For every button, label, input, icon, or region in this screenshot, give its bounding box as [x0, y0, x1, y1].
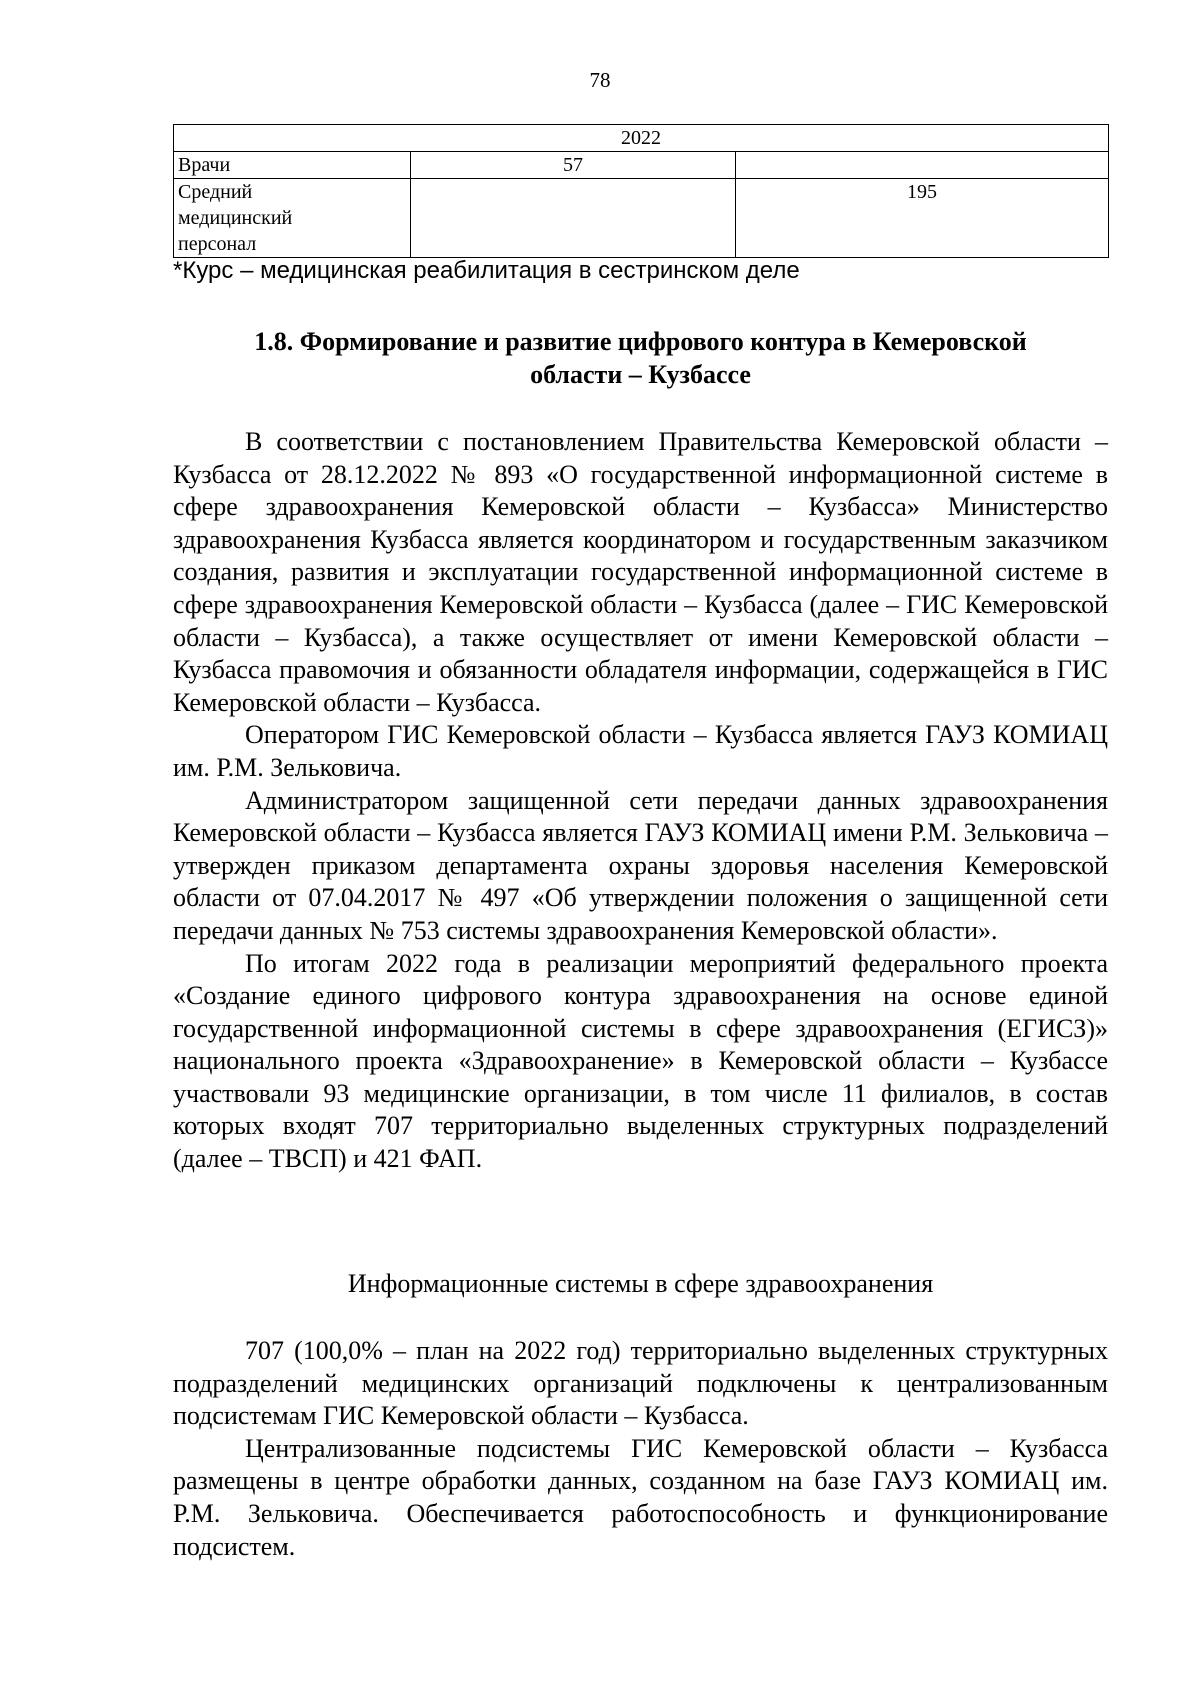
section-heading: 1.8. Формирование и развитие цифрового контура в Кемеровской области – Кузбассе: [254, 327, 1027, 389]
paragraph: В соответствии с постановлением Правительства Кемеровской области – Кузбасса от 28.12.2022 № 893 «О государственной информационной системе в сфере здравоохранения Кемеровской области – Кузбасса» Министерство здравоохранения Кузбасса является координатором и государственным заказчиком создания, развития и эксплуатации государственной информационной системе в сфере здравоохранения Кемеровской области – Кузбасса (далее – ГИС Кемеровской области – Кузбасса), а также осуществляет от имени Кемеровской области – Кузбасса правомочия и обязанности обладателя информации, содержащейся в ГИС Кемеровской области – Кузбасса.: [173, 427, 1108, 717]
section-body: [173, 426, 1108, 1176]
paragraph: По итогам 2022 года в реализации мероприятий федерального проекта «Создание единого цифрового контура здравоохранения на основе единой государственной информационной системы в сфере здравоохранения (ЕГИСЗ)» национального проекта «Здравоохранение» в Кемеровской области – Кузбассе участвовали 93 медицинские организации, в том числе 11 филиалов, в состав которых входят 707 территориально выделенных структурных подразделений (далее – ТВСП) и 421 ФАП.: [173, 948, 1108, 1174]
table-header-row: [174, 125, 1109, 152]
table-cell-label: Врачи: [174, 152, 411, 179]
table-row: [174, 152, 1109, 179]
table-year-header: 2022: [174, 125, 1109, 152]
table-cell-label: Средний медицинский персонал: [174, 179, 411, 258]
paragraph: Администратором защищенной сети передачи данных здравоохранения Кемеровской области – Кузбасса является ГАУЗ КОМИАЦ имени Р.М. Зельковича – утвержден приказом департамента охраны здоровья населения Кемеровской области от 07.04.2017 № 497 «Об утверждении положения о защищенной сети передачи данных № 753 системы здравоохранения Кемеровской области».: [173, 785, 1108, 945]
paragraph: Централизованные подсистемы ГИС Кемеровской области – Кузбасса размещены в центре обработки данных, созданном на базе ГАУЗ КОМИАЦ им. Р.М. Зельковича. Обеспечивается работоспособность и функционирование подсистем.: [173, 1433, 1108, 1561]
table-cell-value: [736, 152, 1109, 179]
table-row: [174, 179, 1109, 258]
table-cell-value: 195: [736, 179, 1109, 258]
table-footnote: *Курс – медицинская реабилитация в сестринском деле: [173, 257, 800, 284]
page-number: 78: [589, 68, 611, 92]
subsection-body: [173, 1335, 1108, 1563]
staff-table: [173, 124, 1109, 258]
paragraph: Оператором ГИС Кемеровской области – Кузбасса является ГАУЗ КОМИАЦ им. Р.М. Зельковича.: [173, 720, 1108, 782]
table-cell-value: 57: [411, 152, 736, 179]
subsection-heading: Информационные системы в сфере здравоохранения: [347, 1269, 934, 1298]
table-cell-value: [411, 179, 736, 258]
paragraph: 707 (100,0% – план на 2022 год) территориально выделенных структурных подразделений медицинских организаций подключены к централизованным подсистемам ГИС Кемеровской области – Кузбасса.: [173, 1336, 1108, 1431]
